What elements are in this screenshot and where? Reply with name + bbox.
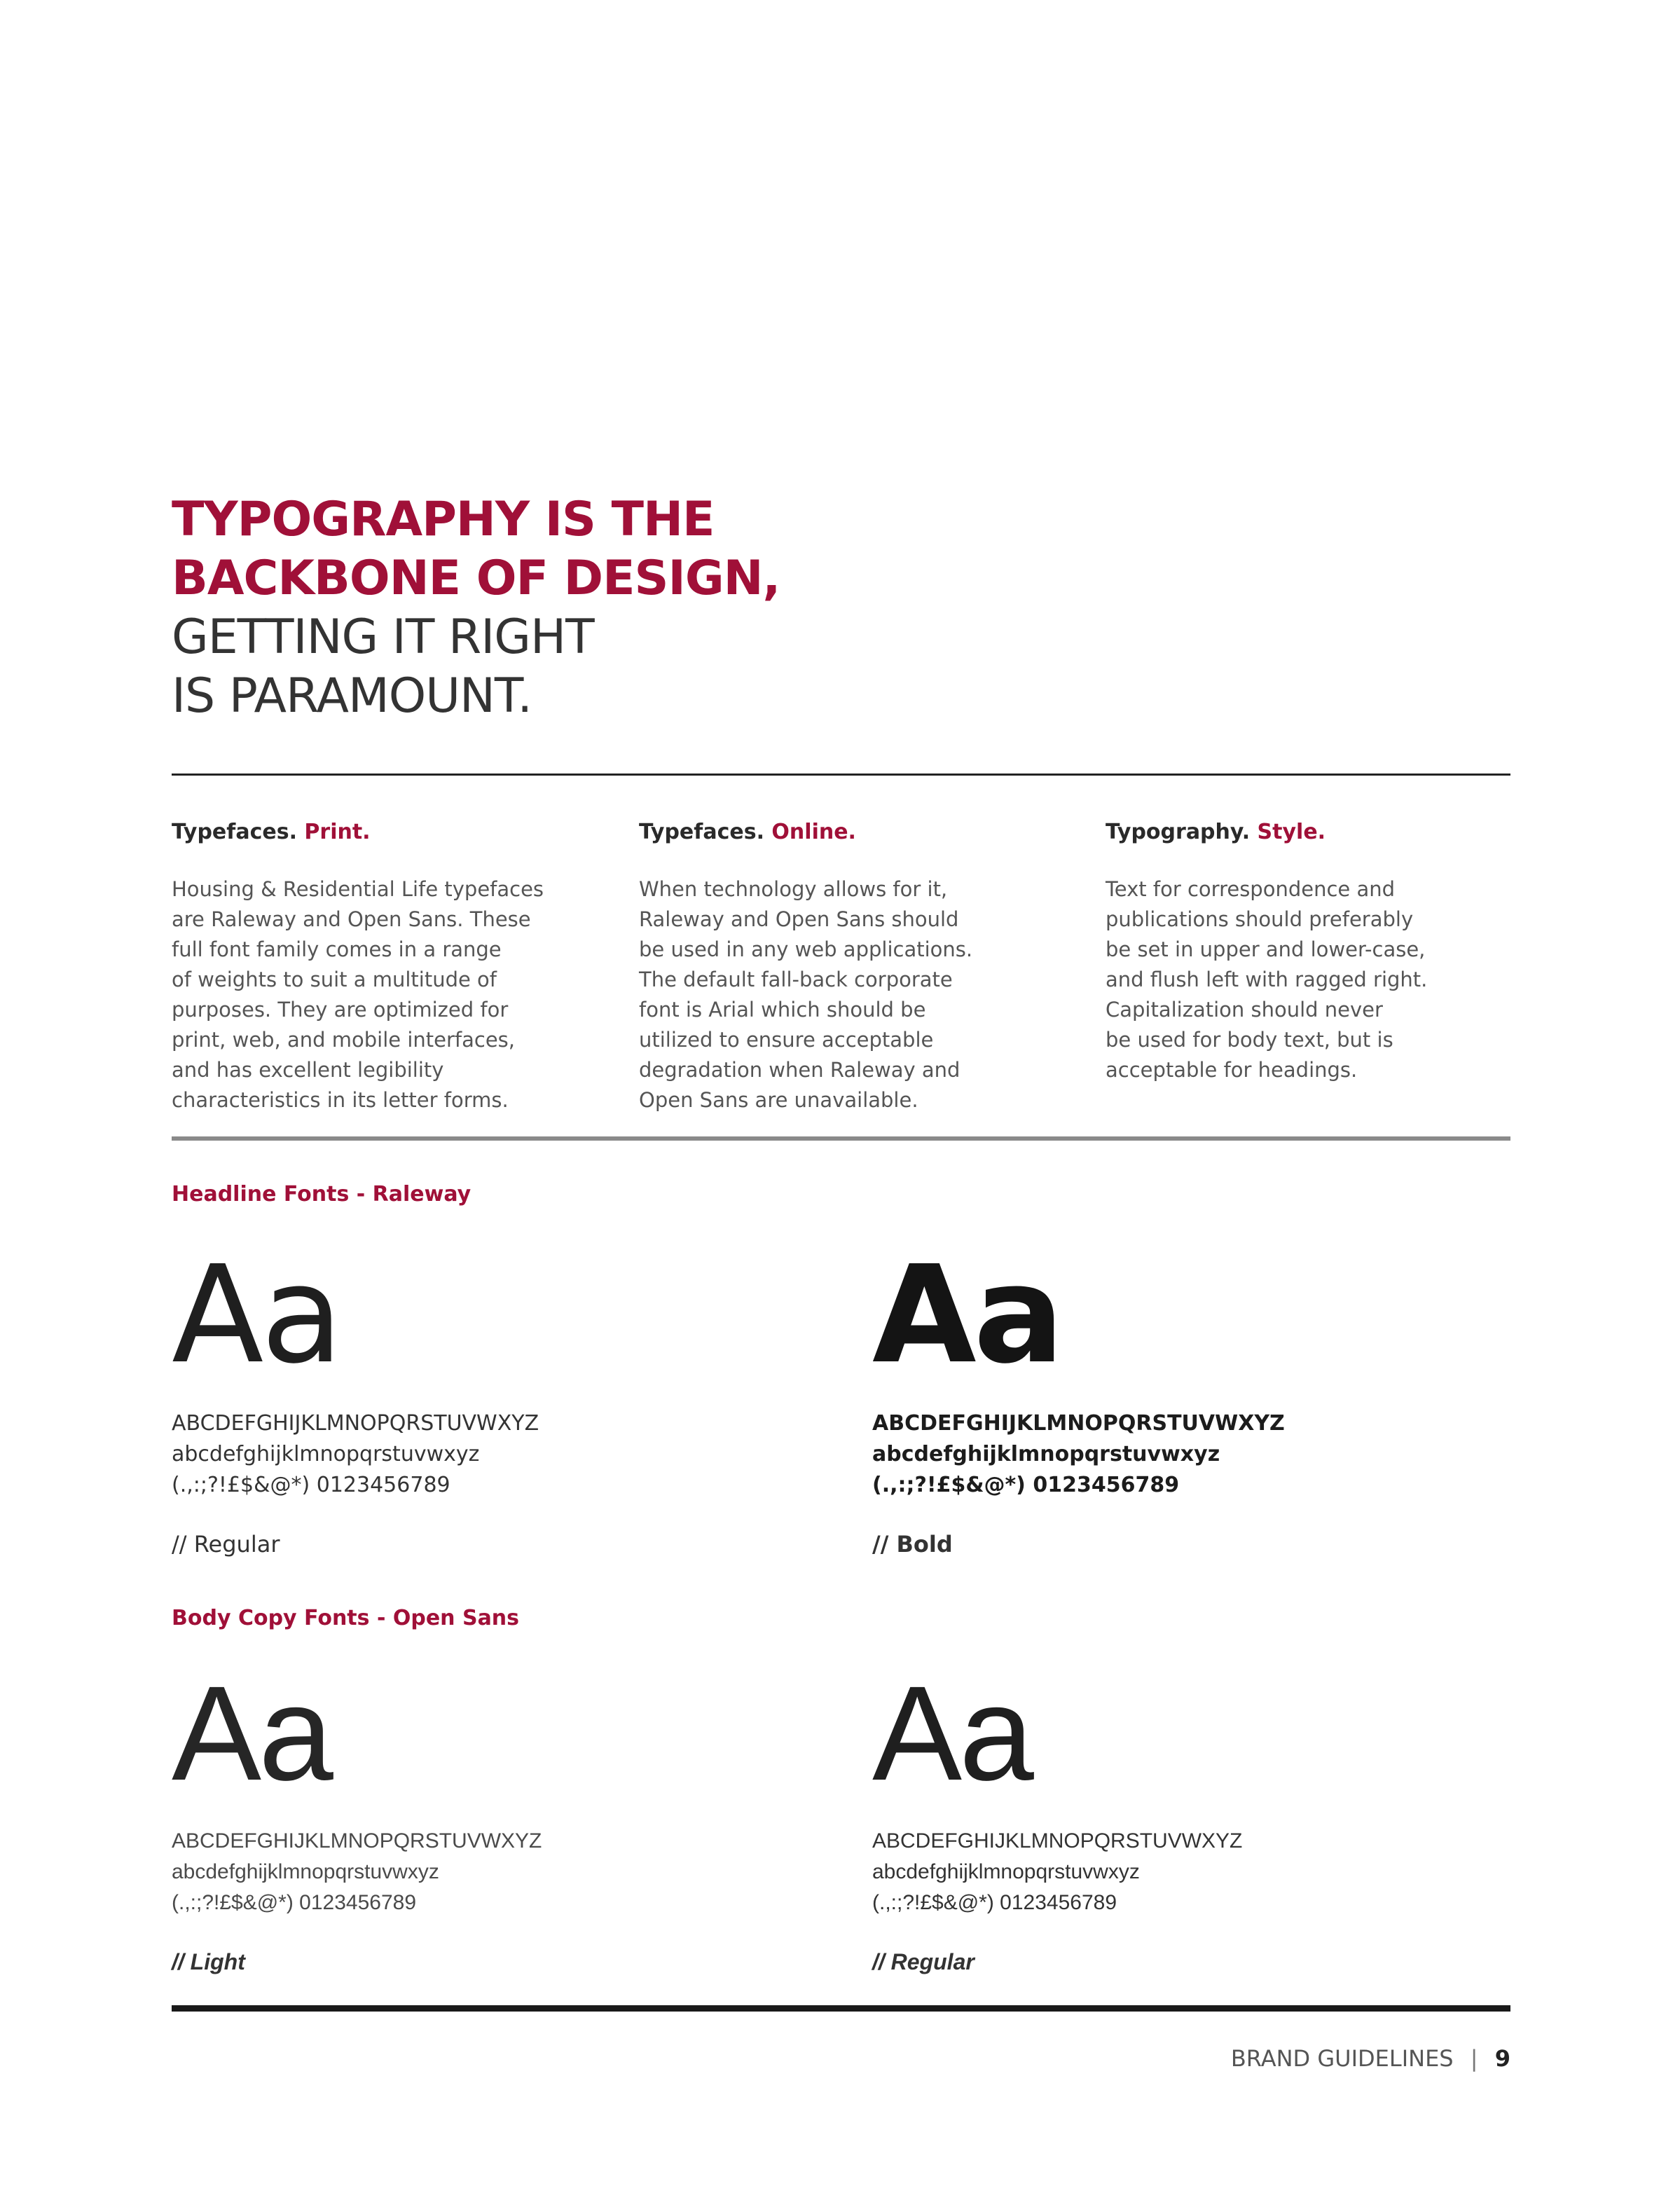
body-line: When technology allows for it, [639, 877, 948, 901]
specimen-opensans-light [172, 1658, 802, 1976]
column-title-main: Typefaces. [172, 820, 297, 844]
headline-line-4: IS PARAMOUNT. [172, 668, 532, 724]
column-title-accent: Print. [304, 820, 371, 844]
footer-label: BRAND GUIDELINES [1230, 2045, 1454, 2072]
body-line: font is Arial which should be [639, 998, 926, 1022]
specimen-weight-label: // Regular [172, 1531, 280, 1558]
column-typefaces-print [172, 818, 592, 1115]
column-title-accent: Online. [771, 820, 856, 844]
specimen-opensans-regular [872, 1658, 1503, 1976]
column-title-accent: Style. [1257, 820, 1326, 844]
headline-line-2: BACKBONE OF DESIGN, [172, 551, 780, 606]
body-line: utilized to ensure acceptable [639, 1028, 934, 1052]
body-line: The default fall-back corporate [639, 968, 953, 991]
column-body [172, 874, 592, 1115]
body-line: be used for body text, but is [1106, 1028, 1393, 1052]
specimen-raleway-bold [872, 1237, 1503, 1558]
body-line: acceptable for headings. [1106, 1058, 1358, 1082]
page-number: 9 [1494, 2045, 1510, 2072]
section-title-headline-fonts: Headline Fonts - Raleway [172, 1182, 471, 1207]
body-line: and flush left with ragged right. [1106, 968, 1428, 991]
body-line: degradation when Raleway and [639, 1058, 961, 1082]
specimen-glyph: Aa [872, 1237, 1062, 1394]
body-line: characteristics in its letter forms. [172, 1088, 509, 1112]
body-line: and has excellent legibility [172, 1058, 444, 1082]
specimen-weight-label: // Light [172, 1949, 245, 1974]
divider-bottom [172, 2005, 1510, 2012]
headline-line-1: TYPOGRAPHY IS THE [172, 492, 715, 547]
specimen-glyph: Aa [872, 1658, 1031, 1808]
page-headline [172, 490, 1082, 726]
specimen-characters [172, 1408, 802, 1501]
column-title-main: Typefaces. [639, 820, 764, 844]
specimen-characters [872, 1826, 1503, 1918]
specimen-uppercase: ABCDEFGHIJKLMNOPQRSTUVWXYZ [872, 1829, 1243, 1852]
specimen-lowercase: abcdefghijklmnopqrstuvwxyz [872, 1860, 1140, 1883]
specimen-uppercase: ABCDEFGHIJKLMNOPQRSTUVWXYZ [172, 1411, 539, 1436]
specimen-lowercase: abcdefghijklmnopqrstuvwxyz [172, 1860, 439, 1883]
column-title [1106, 818, 1526, 846]
body-line: Housing & Residential Life typefaces [172, 877, 544, 901]
body-line: full font family comes in a range [172, 937, 502, 961]
specimen-lowercase: abcdefghijklmnopqrstuvwxyz [872, 1442, 1220, 1466]
specimen-glyph: Aa [172, 1658, 331, 1808]
specimen-raleway-regular [172, 1237, 802, 1558]
column-typefaces-online [639, 818, 1059, 1115]
headline-line-3: GETTING IT RIGHT [172, 610, 594, 665]
column-title [639, 818, 1059, 846]
body-line: of weights to suit a multitude of [172, 968, 497, 991]
specimen-characters [872, 1408, 1503, 1501]
column-body [639, 874, 1059, 1115]
specimen-symbols: (.,:;?!£$&@*) 0123456789 [872, 1891, 1117, 1914]
body-line: are Raleway and Open Sans. These [172, 907, 531, 931]
page-footer [1184, 2044, 1510, 2072]
body-line: purposes. They are optimized for [172, 998, 509, 1022]
body-line: be set in upper and lower-case, [1106, 937, 1426, 961]
column-title-main: Typography. [1106, 820, 1251, 844]
body-line: Open Sans are unavailable. [639, 1088, 918, 1112]
specimen-symbols: (.,:;?!£$&@*) 0123456789 [172, 1473, 450, 1497]
specimen-uppercase: ABCDEFGHIJKLMNOPQRSTUVWXYZ [872, 1411, 1285, 1436]
section-title-body-fonts: Body Copy Fonts - Open Sans [172, 1606, 520, 1630]
specimen-weight-label: // Regular [872, 1949, 975, 1974]
divider-top [172, 774, 1510, 776]
body-line: publications should preferably [1106, 907, 1414, 931]
specimen-weight-label: // Bold [872, 1531, 953, 1558]
column-typography-style [1106, 818, 1526, 1085]
column-title [172, 818, 592, 846]
specimen-uppercase: ABCDEFGHIJKLMNOPQRSTUVWXYZ [172, 1829, 542, 1852]
specimen-glyph: Aa [172, 1237, 340, 1394]
specimen-lowercase: abcdefghijklmnopqrstuvwxyz [172, 1442, 480, 1466]
specimen-symbols: (.,:;?!£$&@*) 0123456789 [172, 1891, 417, 1914]
body-line: Text for correspondence and [1106, 877, 1396, 901]
body-line: be used in any web applications. [639, 937, 973, 961]
body-line: Raleway and Open Sans should [639, 907, 959, 931]
column-body [1106, 874, 1526, 1085]
specimen-characters [172, 1826, 802, 1918]
specimen-symbols: (.,:;?!£$&@*) 0123456789 [872, 1473, 1180, 1497]
footer-separator: | [1470, 2045, 1478, 2072]
body-line: print, web, and mobile interfaces, [172, 1028, 515, 1052]
divider-middle [172, 1136, 1510, 1141]
body-line: Capitalization should never [1106, 998, 1383, 1022]
